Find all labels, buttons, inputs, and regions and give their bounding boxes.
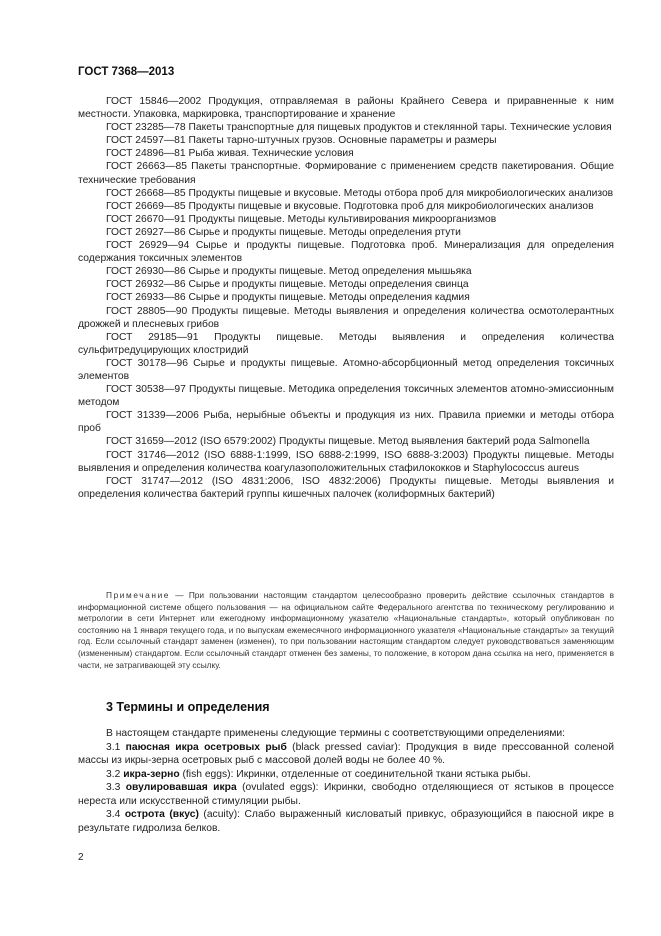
- reference-item: ГОСТ 23285—78 Пакеты транспортные для пищевых продуктов и стеклянной тары. Технические условия: [106, 122, 612, 134]
- section-heading: 3 Термины и определения: [106, 700, 270, 714]
- term-name: икра-зерно: [123, 768, 180, 780]
- term-number: 3.4: [106, 809, 121, 820]
- reference-item: ГОСТ 26929—94 Сырье и продукты пищевые. Подготовка проб. Минерализация для определения содержания токсичных элементов: [78, 240, 614, 265]
- normative-references-list: [78, 95, 614, 501]
- term-number: 3.1: [106, 741, 121, 753]
- reference-item: ГОСТ 26933—86 Сырье и продукты пищевые. Методы определения кадмия: [106, 292, 470, 304]
- reference-item: ГОСТ 31659—2012 (ISO 6579:2002) Продукты пищевые. Метод выявления бактерий рода Salmonella: [106, 436, 590, 448]
- reference-item: ГОСТ 31747—2012 (ISO 4831:2006, ISO 4832:2006) Продукты пищевые. Методы выявления и определения количества бактерий группы кишечных палочек (колиформных бактерий): [78, 475, 614, 500]
- reference-item: ГОСТ 26668—85 Продукты пищевые и вкусовые. Методы отбора проб для микробиологических анализов: [106, 187, 614, 199]
- reference-item: ГОСТ 30178—96 Сырье и продукты пищевые. Атомно-абсорбционный метод определения токсичных элементов: [78, 357, 614, 382]
- reference-item: ГОСТ 26663—85 Пакеты транспортные. Формирование с применением средств пакетирования. Общие технические требования: [78, 161, 614, 186]
- reference-item: ГОСТ 30538—97 Продукты пищевые. Методика определения токсичных элементов атомно-эмиссионным методом: [78, 384, 614, 409]
- reference-item: ГОСТ 31339—2006 Рыба, нерыбные объекты и продукция из них. Правила приемки и методы отбора проб: [78, 410, 614, 435]
- reference-item: ГОСТ 26930—86 Сырье и продукты пищевые. Метод определения мышьяка: [106, 266, 472, 278]
- reference-item: ГОСТ 29185—91 Продукты пищевые. Методы выявления и определения количества сульфитредуцирующих клостридий: [78, 331, 614, 356]
- reference-item: ГОСТ 24896—81 Рыба живая. Технические условия: [106, 148, 354, 160]
- term-name: овулировавшая икра: [125, 782, 237, 793]
- term-text: (acuity): Слабо выраженный кисловатый привкус, образующийся в паюсной икре в результате гидролиза белков.: [78, 809, 614, 834]
- term-definition: [78, 768, 614, 782]
- term-name: острота (вкус): [124, 809, 199, 820]
- term-definition: [78, 781, 614, 808]
- term-number: 3.2: [106, 768, 121, 780]
- term-text: (ovulated eggs): Икринки, свободно отделяющиеся от ястыков в процессе нереста или искусственной стимуляции рыбы.: [78, 782, 614, 807]
- term-definition: [78, 808, 614, 835]
- reference-item: ГОСТ 26932—86 Сырье и продукты пищевые. Методы определения свинца: [106, 279, 469, 291]
- term-text: (fish eggs): Икринки, отделенные от соединительной ткани ястыка рыбы.: [179, 768, 531, 780]
- reference-item: ГОСТ 26670—91 Продукты пищевые. Методы культивирования микроорганизмов: [106, 213, 497, 225]
- term-name: паюсная икра осетровых рыб: [125, 741, 287, 753]
- term-definition: [78, 741, 614, 768]
- document-header: ГОСТ 7368—2013: [78, 66, 175, 78]
- reference-item: ГОСТ 26927—86 Сырье и продукты пищевые. Методы определения ртути: [106, 226, 461, 238]
- terms-intro: В настоящем стандарте применены следующие термины с соответствующими определениями:: [106, 728, 566, 739]
- note-text: — При пользовании настоящим стандартом целесообразно проверить действие ссылочных стандартов в информационной системе общего пользования — на официальном сайте Федерального агентства по техническому регулированию и метрологии в сети Интернет или ежегодному информационному указателю «Национальные стандарты», который опубликован по состоянию на 1 января текущего года, и по выпускам ежемесячного информационного указателя «Национальные стандарты» за текущий год. Если ссылочный стандарт заменен (изменен), то при пользовании настоящим стандартом следует руководствоваться заменяющим (измененным) стандартом. Если ссылочный стандарт отменен без замены, то положение, в котором дана ссылка на него, применяется в части, не затрагивающей эту ссылку.: [78, 590, 614, 670]
- term-number: 3.3: [106, 782, 121, 793]
- note-lead: Примечание: [106, 590, 171, 600]
- reference-item: ГОСТ 31746—2012 (ISO 6888-1:1999, ISO 6888-2:1999, ISO 6888-3:2003) Продукты пищевые. Методы выявления и определения количества коагулазоположительных стафилококков и Staphylococcus aureus: [78, 449, 614, 474]
- references-note: [78, 590, 614, 671]
- reference-item: ГОСТ 26669—85 Продукты пищевые и вкусовые. Подготовка проб для микробиологических анализов: [106, 200, 594, 212]
- reference-item: ГОСТ 28805—90 Продукты пищевые. Методы выявления и определения количества осмотолерантных дрожжей и плесневых грибов: [78, 305, 614, 330]
- page-number: 2: [78, 852, 84, 863]
- reference-item: ГОСТ 15846—2002 Продукция, отправляемая в районы Крайнего Севера и приравненные к ним местности. Упаковка, маркировка, транспортирование и хранение: [78, 96, 614, 121]
- terms-list: [78, 727, 614, 835]
- term-text: (black pressed caviar): Продукция в виде прессованной соленой массы из икры-зерна осетровых рыб с массовой долей воды не более 40 %.: [78, 741, 614, 766]
- reference-item: ГОСТ 24597—81 Пакеты тарно-штучных грузов. Основные параметры и размеры: [106, 135, 497, 147]
